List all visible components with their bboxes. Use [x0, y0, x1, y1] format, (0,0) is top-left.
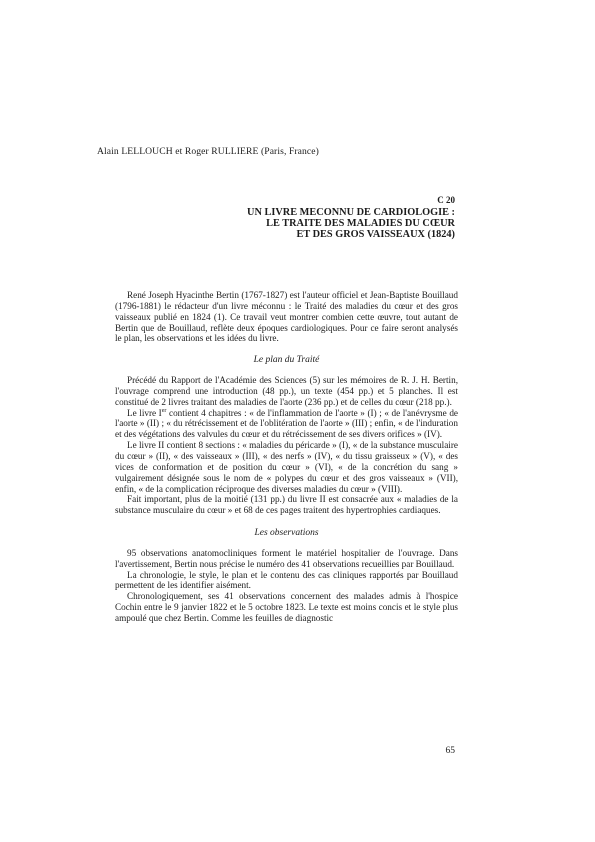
paragraph: Fait important, plus de la moitié (131 pp.) du livre II est consacrée aux « maladies de la substance musculaire du cœur » et 68 de ces pages traitent des hypertrophies cardiaques. [115, 494, 458, 516]
section-heading-observations: Les observations [254, 528, 319, 539]
article-title [247, 207, 455, 241]
page-number: 65 [445, 746, 455, 756]
title-line: ET DES GROS VAISSEAUX (1824) [296, 229, 455, 241]
paragraph: Le livre Ier contient 4 chapitres : « de l'inflammation de l'aorte » (I) ; « de l'anévrysme de l'aorte » (II) ; « du rétrécissement et de l'oblitération de l'aorte » (III) ; enfin, « de l'induration et des végétations des valvules du cœur et du rétrécissement de ses divers orifices » (IV). [115, 407, 458, 440]
communication-code: C 20 [437, 195, 455, 205]
section-heading-plan: Le plan du Traité [253, 355, 320, 366]
title-line: LE TRAITE DES MALADIES DU CŒUR [266, 218, 455, 230]
paragraph: La chronologie, le style, le plan et le contenu des cas cliniques rapportés par Bouillaud permettent de les identifier aisément. [115, 569, 458, 591]
paragraph: 95 observations anatomocliniques forment le matériel hospitalier de l'ouvrage. Dans l'avertissement, Bertin nous précise le numéro des 41 observations recueillies par Bouillaud. [115, 547, 458, 569]
authors-line: Alain LELLOUCH et Roger RULLIERE (Paris, France) [97, 146, 319, 157]
paragraph: Précédé du Rapport de l'Académie des Sciences (5) sur les mémoires de R. J. H. Bertin, l'ouvrage comprend une introduction (48 pp.), un texte (454 pp.) et 5 planches. Il est constitué de 2 livres traitant des maladies de l'aorte (236 pp.) et de celles du cœur (218 pp.). [115, 375, 458, 407]
paragraph: Chronologiquement, ses 41 observations concernent des malades admis à l'hospice Cochin entre le 9 janvier 1822 et le 5 octobre 1823. Le texte est moins concis et le style plus ampoulé que chez Bertin. Comme les feuilles de diagnostic [115, 591, 458, 623]
paragraph: Le livre II contient 8 sections : « maladies du péricarde » (I), « de la substance musculaire du cœur » (II), « des vaisseaux » (III), « des nerfs » (IV), « du tissu graisseux » (V), « des vices de conformation et de position du cœur » (VI), « de la concrétion du sang » vulgairement désignée sous le nom de « polypes du cœur et des gros vaisseaux » (VII), enfin, « de la complication réciproque des diverses maladies du cœur » (VIII). [115, 440, 458, 494]
title-line: UN LIVRE MECONNU DE CARDIOLOGIE : [247, 207, 455, 218]
article-body [115, 290, 458, 624]
intro-paragraph: René Joseph Hyacinthe Bertin (1767-1827) est l'auteur officiel et Jean-Baptiste Bouillaud (1796-1881) le rédacteur d'un livre méconnu : le Traité des maladies du cœur et des gros vaisseaux publié en 1824 (1). Ce travail veut montrer combien cette œuvre, tout autant de Bertin que de Bouillaud, reflète deux époques cardiologiques. Pour ce faire seront analysés le plan, les observations et les idées du livre. [115, 290, 458, 344]
